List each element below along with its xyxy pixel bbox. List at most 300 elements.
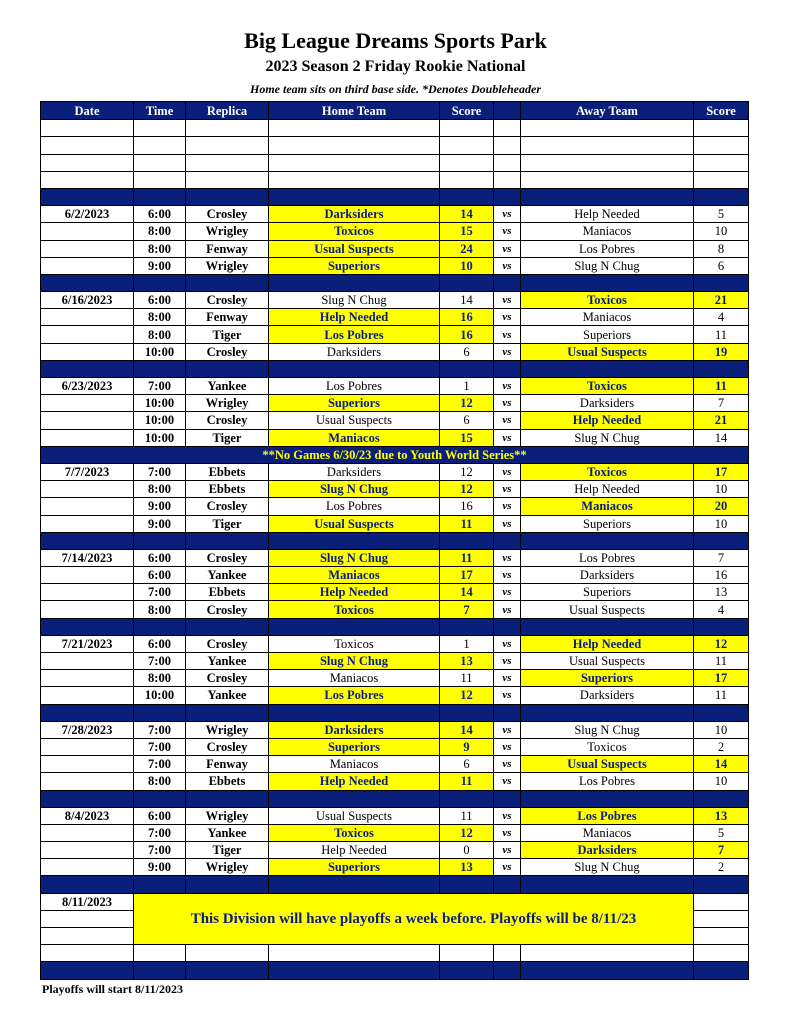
- game-replica: Fenway: [186, 240, 269, 257]
- game-replica: Tiger: [186, 842, 269, 859]
- separator-cell: [41, 962, 134, 980]
- home-team: Help Needed: [269, 773, 440, 790]
- away-team: Darksiders: [521, 687, 694, 704]
- empty-row: [41, 945, 749, 962]
- playoffs-date: 8/11/2023: [41, 893, 134, 910]
- empty-cell: [186, 171, 269, 188]
- game-replica: Crosley: [186, 412, 269, 429]
- page-note: Home team sits on third base side. *Denotes Doubleheader: [250, 82, 541, 96]
- game-row: [41, 567, 749, 584]
- home-team: Help Needed: [269, 842, 440, 859]
- separator-cell: [494, 704, 521, 721]
- column-header: Replica: [186, 102, 269, 120]
- away-team: Los Pobres: [521, 240, 694, 257]
- separator-cell: [440, 188, 494, 205]
- away-team: Toxicos: [521, 463, 694, 480]
- home-team: Los Pobres: [269, 326, 440, 343]
- playoffs-message: This Division will have playoffs a week before. Playoffs will be 8/11/23: [134, 893, 694, 945]
- home-score: 11: [440, 807, 494, 824]
- separator-cell: [134, 704, 186, 721]
- home-team: Maniacos: [269, 567, 440, 584]
- home-score: 1: [440, 378, 494, 395]
- game-row: [41, 223, 749, 240]
- home-team: Slug N Chug: [269, 481, 440, 498]
- home-team: Toxicos: [269, 601, 440, 618]
- game-row: [41, 309, 749, 326]
- home-score: 12: [440, 481, 494, 498]
- away-team: Maniacos: [521, 309, 694, 326]
- home-team: Slug N Chug: [269, 653, 440, 670]
- game-replica: Wrigley: [186, 395, 269, 412]
- away-team: Help Needed: [521, 412, 694, 429]
- game-replica: Fenway: [186, 309, 269, 326]
- column-header: Date: [41, 102, 134, 120]
- vs-label: vs: [494, 343, 521, 360]
- game-time: 8:00: [134, 670, 186, 687]
- vs-label: vs: [494, 206, 521, 223]
- away-team: Usual Suspects: [521, 756, 694, 773]
- game-time: 6:00: [134, 549, 186, 566]
- separator-cell: [134, 790, 186, 807]
- game-replica: Ebbets: [186, 584, 269, 601]
- game-replica: Crosley: [186, 670, 269, 687]
- separator-cell: [41, 274, 134, 291]
- game-replica: Ebbets: [186, 481, 269, 498]
- separator-row: [41, 360, 749, 377]
- away-score: 8: [694, 240, 749, 257]
- empty-cell: [440, 171, 494, 188]
- away-team: Slug N Chug: [521, 257, 694, 274]
- game-date: 7/28/2023: [41, 721, 134, 738]
- home-score: 16: [440, 309, 494, 326]
- game-row: [41, 292, 749, 309]
- game-time: 9:00: [134, 515, 186, 532]
- away-team: Help Needed: [521, 206, 694, 223]
- column-header: Score: [694, 102, 749, 120]
- separator-cell: [494, 618, 521, 635]
- game-replica: Crosley: [186, 549, 269, 566]
- empty-cell: [521, 154, 694, 171]
- empty-cell: [41, 223, 134, 240]
- empty-cell: [494, 120, 521, 137]
- separator-cell: [186, 188, 269, 205]
- empty-cell: [41, 137, 134, 154]
- home-score: 24: [440, 240, 494, 257]
- separator-cell: [41, 618, 134, 635]
- home-team: Maniacos: [269, 670, 440, 687]
- game-replica: Tiger: [186, 515, 269, 532]
- empty-cell: [41, 567, 134, 584]
- empty-cell: [41, 928, 134, 945]
- game-time: 6:00: [134, 206, 186, 223]
- away-score: 2: [694, 859, 749, 876]
- separator-cell: [694, 532, 749, 549]
- empty-cell: [494, 154, 521, 171]
- empty-cell: [41, 842, 134, 859]
- vs-label: vs: [494, 257, 521, 274]
- game-time: 6:00: [134, 807, 186, 824]
- home-team: Superiors: [269, 738, 440, 755]
- home-team: Slug N Chug: [269, 292, 440, 309]
- game-time: 7:00: [134, 463, 186, 480]
- home-score: 14: [440, 206, 494, 223]
- game-row: [41, 549, 749, 566]
- separator-cell: [269, 188, 440, 205]
- game-time: 8:00: [134, 326, 186, 343]
- game-time: 8:00: [134, 481, 186, 498]
- vs-label: vs: [494, 670, 521, 687]
- game-replica: Wrigley: [186, 807, 269, 824]
- home-team: Usual Suspects: [269, 515, 440, 532]
- separator-cell: [440, 704, 494, 721]
- empty-cell: [41, 395, 134, 412]
- empty-cell: [41, 670, 134, 687]
- separator-cell: [494, 360, 521, 377]
- game-time: 8:00: [134, 309, 186, 326]
- game-row: [41, 738, 749, 755]
- separator-cell: [494, 876, 521, 893]
- empty-cell: [41, 515, 134, 532]
- game-replica: Crosley: [186, 498, 269, 515]
- game-row: [41, 824, 749, 841]
- away-team: Los Pobres: [521, 773, 694, 790]
- separator-row: [41, 532, 749, 549]
- vs-label: vs: [494, 773, 521, 790]
- empty-row: [41, 171, 749, 188]
- home-team: Los Pobres: [269, 378, 440, 395]
- game-row: [41, 378, 749, 395]
- game-time: 9:00: [134, 859, 186, 876]
- empty-cell: [41, 910, 134, 927]
- separator-row: [41, 704, 749, 721]
- empty-cell: [186, 154, 269, 171]
- away-team: Superiors: [521, 326, 694, 343]
- game-row: [41, 687, 749, 704]
- vs-label: vs: [494, 687, 521, 704]
- game-replica: Crosley: [186, 292, 269, 309]
- empty-cell: [41, 240, 134, 257]
- game-time: 7:00: [134, 756, 186, 773]
- empty-cell: [41, 945, 134, 962]
- empty-cell: [494, 945, 521, 962]
- footer-note: Playoffs will start 8/11/2023: [42, 982, 183, 996]
- away-score: 10: [694, 515, 749, 532]
- separator-cell: [521, 274, 694, 291]
- game-replica: Crosley: [186, 343, 269, 360]
- game-date: 7/21/2023: [41, 635, 134, 652]
- game-date: 7/14/2023: [41, 549, 134, 566]
- separator-cell: [521, 360, 694, 377]
- empty-cell: [41, 824, 134, 841]
- empty-cell: [269, 120, 440, 137]
- away-team: Toxicos: [521, 738, 694, 755]
- away-score: 5: [694, 824, 749, 841]
- game-time: 7:00: [134, 738, 186, 755]
- away-team: Darksiders: [521, 567, 694, 584]
- vs-label: vs: [494, 309, 521, 326]
- game-date: 8/4/2023: [41, 807, 134, 824]
- separator-cell: [269, 962, 440, 980]
- separator-cell: [694, 790, 749, 807]
- home-score: 6: [440, 756, 494, 773]
- separator-cell: [521, 532, 694, 549]
- game-replica: Crosley: [186, 206, 269, 223]
- away-team: Superiors: [521, 584, 694, 601]
- separator-cell: [186, 790, 269, 807]
- separator-cell: [440, 876, 494, 893]
- separator-cell: [186, 876, 269, 893]
- game-row: [41, 721, 749, 738]
- empty-cell: [494, 137, 521, 154]
- empty-cell: [694, 171, 749, 188]
- away-team: Superiors: [521, 515, 694, 532]
- home-team: Toxicos: [269, 223, 440, 240]
- empty-cell: [694, 910, 749, 927]
- home-score: 11: [440, 670, 494, 687]
- home-score: 17: [440, 567, 494, 584]
- away-team: Toxicos: [521, 378, 694, 395]
- game-replica: Yankee: [186, 687, 269, 704]
- vs-label: vs: [494, 515, 521, 532]
- home-team: Help Needed: [269, 584, 440, 601]
- empty-cell: [41, 257, 134, 274]
- empty-cell: [694, 893, 749, 910]
- away-team: Usual Suspects: [521, 343, 694, 360]
- separator-cell: [521, 188, 694, 205]
- away-score: 21: [694, 412, 749, 429]
- home-score: 10: [440, 257, 494, 274]
- empty-cell: [521, 137, 694, 154]
- column-header: Away Team: [521, 102, 694, 120]
- empty-cell: [41, 154, 134, 171]
- vs-label: vs: [494, 498, 521, 515]
- game-time: 10:00: [134, 343, 186, 360]
- playoffs-row: [41, 893, 749, 910]
- game-time: 7:00: [134, 653, 186, 670]
- game-date: 6/2/2023: [41, 206, 134, 223]
- game-time: 6:00: [134, 567, 186, 584]
- home-score: 7: [440, 601, 494, 618]
- separator-cell: [269, 876, 440, 893]
- away-score: 17: [694, 463, 749, 480]
- empty-cell: [694, 928, 749, 945]
- home-team: Help Needed: [269, 309, 440, 326]
- home-team: Los Pobres: [269, 687, 440, 704]
- empty-cell: [440, 154, 494, 171]
- game-date: 6/16/2023: [41, 292, 134, 309]
- schedule-table: [40, 101, 749, 980]
- empty-cell: [694, 154, 749, 171]
- game-row: [41, 498, 749, 515]
- separator-cell: [134, 618, 186, 635]
- home-team: Superiors: [269, 395, 440, 412]
- separator-cell: [694, 188, 749, 205]
- vs-label: vs: [494, 807, 521, 824]
- empty-row: [41, 154, 749, 171]
- away-team: Usual Suspects: [521, 653, 694, 670]
- away-score: 10: [694, 773, 749, 790]
- home-score: 15: [440, 223, 494, 240]
- game-time: 7:00: [134, 824, 186, 841]
- away-score: 6: [694, 257, 749, 274]
- empty-cell: [440, 945, 494, 962]
- home-team: Superiors: [269, 859, 440, 876]
- game-replica: Wrigley: [186, 721, 269, 738]
- separator-row: [41, 962, 749, 980]
- game-row: [41, 395, 749, 412]
- game-replica: Wrigley: [186, 859, 269, 876]
- empty-cell: [41, 773, 134, 790]
- empty-row: [41, 120, 749, 137]
- separator-cell: [440, 962, 494, 980]
- separator-cell: [494, 790, 521, 807]
- game-replica: Yankee: [186, 378, 269, 395]
- empty-cell: [41, 412, 134, 429]
- separator-cell: [186, 360, 269, 377]
- game-row: [41, 257, 749, 274]
- home-score: 0: [440, 842, 494, 859]
- empty-cell: [521, 171, 694, 188]
- separator-cell: [494, 188, 521, 205]
- separator-cell: [186, 962, 269, 980]
- game-replica: Ebbets: [186, 463, 269, 480]
- empty-cell: [41, 601, 134, 618]
- home-score: 14: [440, 292, 494, 309]
- game-replica: Wrigley: [186, 257, 269, 274]
- home-score: 12: [440, 687, 494, 704]
- separator-cell: [494, 532, 521, 549]
- home-score: 1: [440, 635, 494, 652]
- vs-label: vs: [494, 481, 521, 498]
- game-row: [41, 412, 749, 429]
- game-row: [41, 429, 749, 446]
- home-score: 9: [440, 738, 494, 755]
- separator-cell: [694, 704, 749, 721]
- away-score: 10: [694, 721, 749, 738]
- separator-row: [41, 876, 749, 893]
- game-row: [41, 601, 749, 618]
- separator-cell: [521, 704, 694, 721]
- away-team: Help Needed: [521, 635, 694, 652]
- empty-cell: [41, 343, 134, 360]
- empty-cell: [41, 738, 134, 755]
- game-row: [41, 670, 749, 687]
- vs-label: vs: [494, 223, 521, 240]
- separator-cell: [186, 704, 269, 721]
- game-replica: Tiger: [186, 326, 269, 343]
- header-row: [41, 102, 749, 120]
- vs-label: vs: [494, 429, 521, 446]
- away-team: Los Pobres: [521, 807, 694, 824]
- game-row: [41, 635, 749, 652]
- game-row: [41, 481, 749, 498]
- game-row: [41, 240, 749, 257]
- home-team: Darksiders: [269, 343, 440, 360]
- schedule-notice: **No Games 6/30/23 due to Youth World Series**: [41, 446, 749, 463]
- separator-cell: [494, 274, 521, 291]
- empty-cell: [521, 945, 694, 962]
- empty-cell: [41, 687, 134, 704]
- home-team: Darksiders: [269, 463, 440, 480]
- vs-label: vs: [494, 721, 521, 738]
- separator-cell: [694, 360, 749, 377]
- away-score: 2: [694, 738, 749, 755]
- game-replica: Tiger: [186, 429, 269, 446]
- vs-label: vs: [494, 412, 521, 429]
- empty-cell: [41, 326, 134, 343]
- vs-label: vs: [494, 653, 521, 670]
- game-time: 7:00: [134, 584, 186, 601]
- game-time: 6:00: [134, 635, 186, 652]
- home-score: 13: [440, 859, 494, 876]
- separator-cell: [41, 876, 134, 893]
- away-score: 4: [694, 309, 749, 326]
- separator-cell: [694, 962, 749, 980]
- separator-cell: [521, 618, 694, 635]
- vs-label: vs: [494, 567, 521, 584]
- game-time: 7:00: [134, 378, 186, 395]
- away-team: Maniacos: [521, 223, 694, 240]
- separator-cell: [186, 274, 269, 291]
- away-score: 7: [694, 549, 749, 566]
- home-score: 16: [440, 326, 494, 343]
- separator-cell: [134, 532, 186, 549]
- separator-row: [41, 790, 749, 807]
- separator-cell: [494, 962, 521, 980]
- away-score: 10: [694, 223, 749, 240]
- empty-cell: [134, 154, 186, 171]
- empty-cell: [521, 120, 694, 137]
- separator-cell: [440, 790, 494, 807]
- separator-cell: [41, 704, 134, 721]
- separator-cell: [440, 360, 494, 377]
- home-score: 11: [440, 549, 494, 566]
- vs-label: vs: [494, 584, 521, 601]
- vs-label: vs: [494, 549, 521, 566]
- home-score: 13: [440, 653, 494, 670]
- away-score: 13: [694, 807, 749, 824]
- separator-cell: [440, 274, 494, 291]
- vs-label: vs: [494, 240, 521, 257]
- vs-label: vs: [494, 378, 521, 395]
- game-row: [41, 584, 749, 601]
- separator-cell: [440, 618, 494, 635]
- vs-label: vs: [494, 601, 521, 618]
- separator-cell: [41, 790, 134, 807]
- home-score: 14: [440, 721, 494, 738]
- game-row: [41, 343, 749, 360]
- away-score: 11: [694, 653, 749, 670]
- separator-cell: [134, 274, 186, 291]
- away-team: Superiors: [521, 670, 694, 687]
- home-score: 6: [440, 412, 494, 429]
- game-row: [41, 842, 749, 859]
- home-score: 12: [440, 824, 494, 841]
- vs-label: vs: [494, 842, 521, 859]
- empty-cell: [694, 120, 749, 137]
- home-team: Los Pobres: [269, 498, 440, 515]
- game-time: 10:00: [134, 429, 186, 446]
- home-team: Usual Suspects: [269, 807, 440, 824]
- home-score: 15: [440, 429, 494, 446]
- game-date: 6/23/2023: [41, 378, 134, 395]
- game-date: 7/7/2023: [41, 463, 134, 480]
- game-replica: Fenway: [186, 756, 269, 773]
- separator-row: [41, 618, 749, 635]
- empty-cell: [269, 137, 440, 154]
- empty-cell: [440, 120, 494, 137]
- game-time: 9:00: [134, 498, 186, 515]
